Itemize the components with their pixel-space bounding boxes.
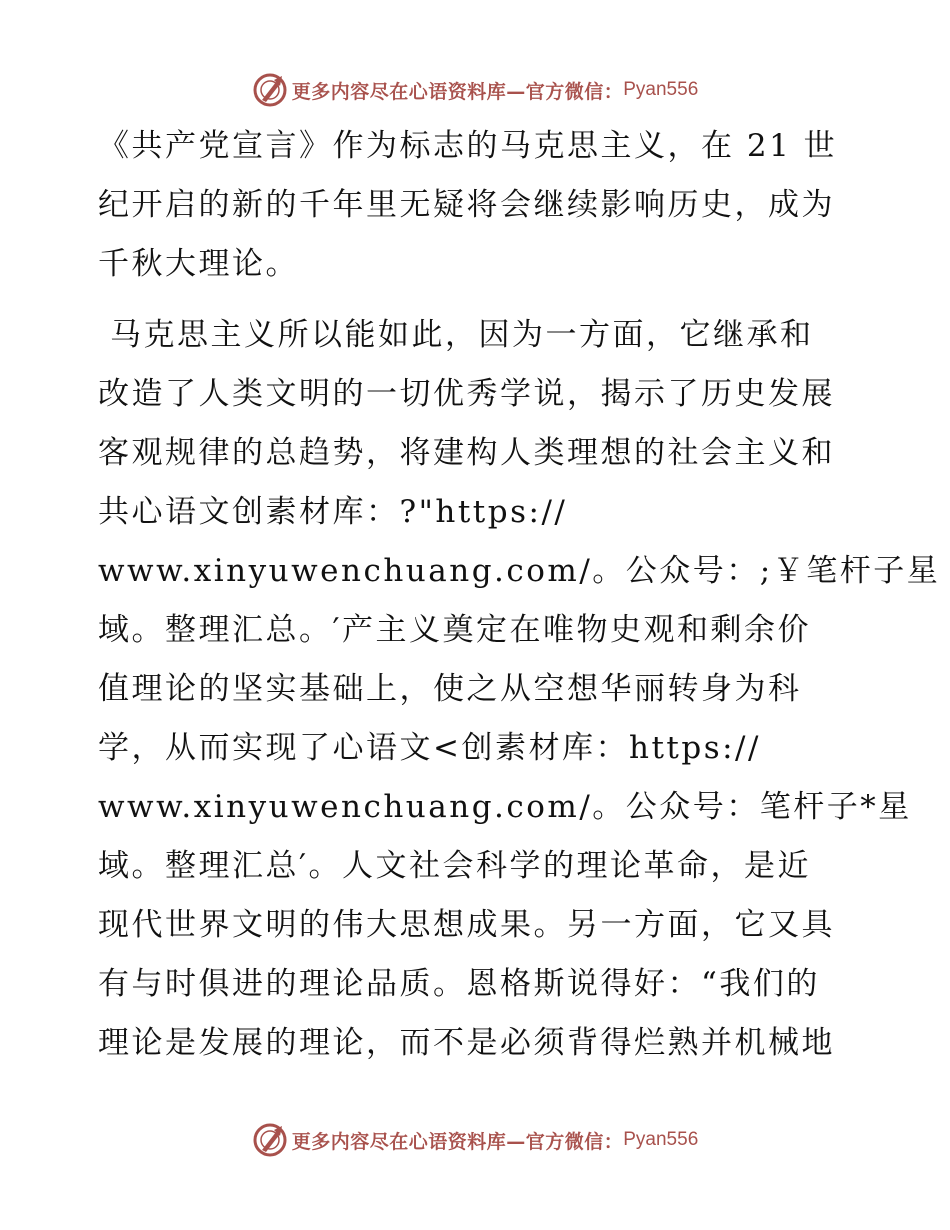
footer-watermark — [0, 1120, 950, 1160]
paragraph-2 — [98, 306, 941, 1073]
quill-logo-icon — [252, 1122, 288, 1158]
text-line: 客观规律的总趋势，将建构人类理想的社会主义和 — [98, 435, 835, 471]
text-line: 《共产党宣言》作为标志的马克思主义，在 21 世 — [98, 128, 838, 164]
text-line: 值理论的坚实基础上，使之从空想华丽转身为科 — [98, 671, 802, 707]
text-line: 有与时俱进的理论品质。恩格斯说得好：“我们的 — [98, 966, 820, 1002]
text-line: 千秋大理论。 — [98, 246, 299, 282]
watermark-wechat-id: Pyan556 — [623, 1129, 699, 1150]
text-line: 现代世界文明的伟大思想成果。另一方面，它又具 — [98, 907, 835, 943]
text-line: 域。整理汇总′。人文社会科学的理论革命，是近 — [98, 848, 812, 884]
quill-logo-icon — [252, 72, 288, 108]
text-line: www.xinyuwenchuang.com/。公众号：笔杆子*星 — [98, 789, 912, 825]
text-line: www.xinyuwenchuang.com/。公众号：;￥笔杆子星 — [98, 553, 941, 589]
text-line: 学，从而实现了心语文<创素材库：https:// — [98, 730, 761, 766]
header-watermark — [0, 70, 950, 110]
watermark-wechat-id: Pyan556 — [623, 79, 699, 100]
watermark-brand-text: 更多内容尽在心语资料库—官方微信： — [291, 80, 624, 103]
text-line: 马克思主义所以能如此，因为一方面，它继承和 — [110, 317, 814, 353]
text-line: 改造了人类文明的一切优秀学说，揭示了历史发展 — [98, 376, 835, 412]
paragraph-1 — [98, 117, 858, 294]
text-line: 共心语文创素材库：?"https:// — [98, 494, 568, 530]
text-line: 理论是发展的理论，而不是必须背得烂熟并机械地 — [98, 1025, 835, 1061]
text-line: 域。整理汇总。′产主义奠定在唯物史观和剩余价 — [98, 612, 812, 648]
watermark-brand-text: 更多内容尽在心语资料库—官方微信： — [291, 1130, 624, 1153]
text-line: 纪开启的新的千年里无疑将会继续影响历史，成为 — [98, 187, 835, 223]
